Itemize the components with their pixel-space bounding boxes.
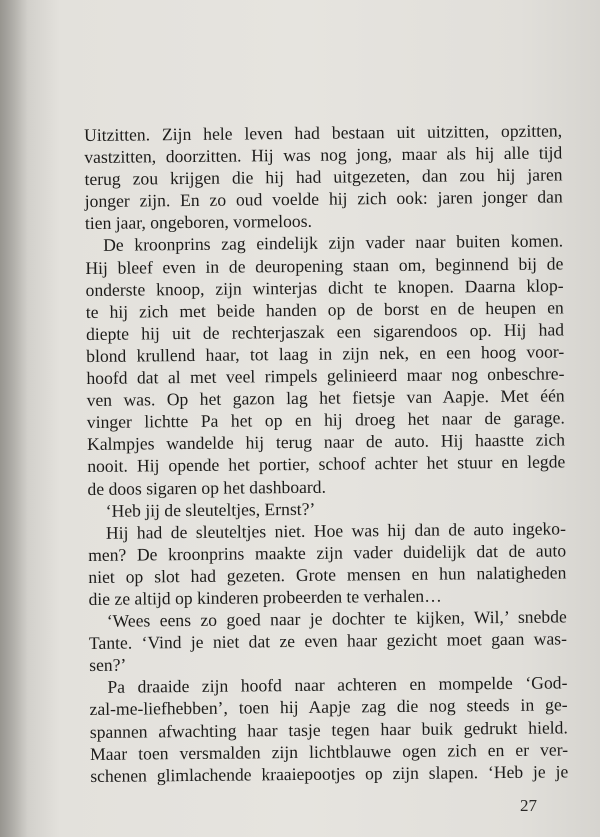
text-line: schenen glimlachende kraaiepootjes op zijn slapen. ‘Heb je je xyxy=(90,761,569,786)
text-line: ‘Heb jij de sleuteltjes, Ernst?’ xyxy=(105,498,316,521)
text-line: hoofd dat al met veel rimpels gelinieerd maar nog onbeschre- xyxy=(86,363,565,389)
text-line: tien jaar, ongeboren, vormeloos. xyxy=(84,211,313,234)
text-line: men? De kroonprins maakte zijn vader duidelijk dat de auto xyxy=(88,540,567,565)
text-line: zal-me-liefhebben’, toen hij Aapje zag die nog steeds in ge- xyxy=(89,694,568,720)
text-line: vastzitten, doorzitten. Hij was nog jong, maar als hij alle tijd xyxy=(84,142,563,168)
text-line: ven was. Op het gazon lag het fietsje van Aapje. Met één xyxy=(86,385,565,411)
text-line: niet op slot had gezeten. Grote mensen en hun nalatigheden xyxy=(88,562,567,587)
text-line: te hij zich met beide handen op de borst en de heupen en xyxy=(85,297,564,322)
text-line: Tante. ‘Vind je niet dat ze even haar gezicht moet gaan was- xyxy=(88,628,568,654)
text-line: terug zou krijgen die hij had uitgezeten, dan zou hij jaren xyxy=(84,164,563,190)
text-line: vinger lichtte Pa het op en hij droeg het naar de garage. xyxy=(86,407,565,433)
text-line: Uitzitten. Zijn hele leven had bestaan uit uitzitten, opzitten, xyxy=(84,120,563,145)
text-line: De kroonprins zag eindelijk zijn vader naar buiten komen. xyxy=(103,230,564,256)
text-line: diepte hij uit de rechterjaszak een sigarendoos op. Hij had xyxy=(85,319,565,344)
body-text xyxy=(84,119,568,786)
text-line: Pa draaide zijn hoofd naar achteren en mompelde ‘God- xyxy=(107,672,568,698)
text-line: blond krullend haar, tot laag in zijn nek, en een hoog voor- xyxy=(86,341,565,366)
text-line: ‘Wees eens zo goed naar je dochter te kijken, Wil,’ snebde xyxy=(106,606,567,631)
text-line: nooit. Hij opende het portier, schoof achter het stuur en legde xyxy=(87,451,566,477)
page-number: 27 xyxy=(520,796,537,815)
text-line: onderste knoop, zijn winterjas dicht te knopen. Daarna klop- xyxy=(85,275,564,300)
text-line: spannen afwachting haar tasje tegen haar buik gedrukt hield. xyxy=(89,716,568,742)
text-line: de doos sigaren op het dashboard. xyxy=(87,476,327,499)
text-line: Hij bleef even in de deuropening staan om, beginnend bij de xyxy=(85,252,564,278)
text-line: Kalmpjes wandelde hij terug naar de auto. Hij haastte zich xyxy=(86,429,566,455)
text-line: die ze altijd op kinderen probeerden te verhalen… xyxy=(88,585,442,609)
book-gutter-shadow xyxy=(0,0,28,837)
text-line: Hij had de sleuteltjes niet. Hoe was hij dan de auto ingeko- xyxy=(105,518,566,543)
text-line: sen?’ xyxy=(89,654,127,676)
text-line: jonger zijn. En zo oud voelde hij zich ook: jaren jonger dan xyxy=(84,186,563,212)
text-line: Maar toen versmalden zijn lichtblauwe ogen zich en er ver- xyxy=(89,739,569,764)
